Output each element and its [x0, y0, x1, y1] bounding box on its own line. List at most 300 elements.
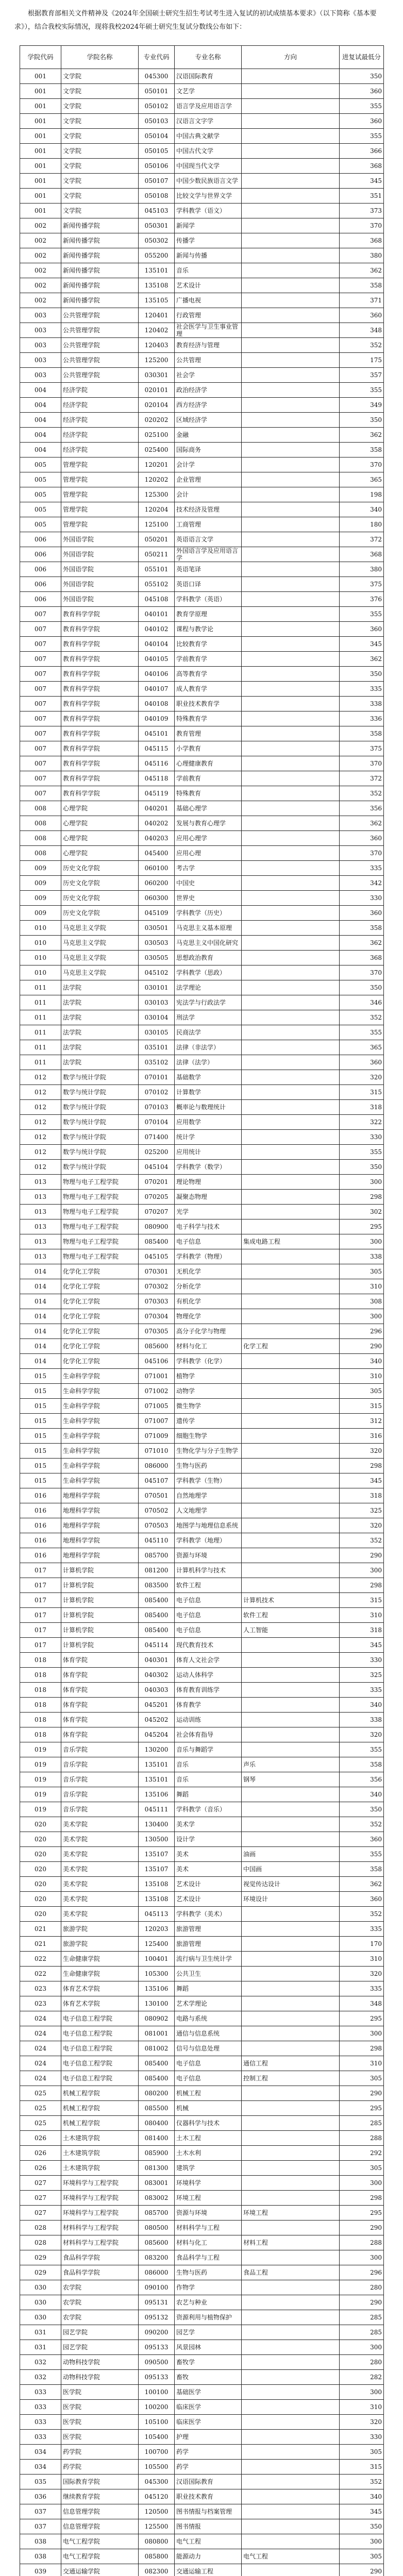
school-code-cell: 020: [20, 1877, 61, 1892]
direction-cell: 化学工程: [242, 1339, 340, 1354]
school-name-cell: 教育科学学院: [61, 771, 139, 786]
major-code-cell: 080200: [139, 2086, 175, 2101]
major-name-cell: 旅游管理: [175, 1922, 242, 1937]
school-name-cell: 农学院: [61, 2280, 139, 2295]
major-code-cell: 135108: [139, 278, 175, 293]
direction-cell: [242, 2161, 340, 2176]
major-code-cell: 035101: [139, 1040, 175, 1055]
table-row: [20, 756, 384, 771]
min-score-cell: 310: [340, 1952, 384, 1967]
school-name-cell: 美术学院: [61, 1877, 139, 1892]
major-name-cell: 比较教育学: [175, 637, 242, 652]
major-name-cell: 统计学: [175, 1130, 242, 1145]
major-name-cell: 理论物理: [175, 1175, 242, 1190]
major-name-cell: 舞蹈: [175, 1787, 242, 1802]
major-name-cell: 作物学: [175, 2280, 242, 2295]
direction-cell: [242, 218, 340, 233]
school-name-cell: 生命科学学院: [61, 1369, 139, 1384]
direction-cell: [242, 1787, 340, 1802]
major-name-cell: 植物学: [175, 1369, 242, 1384]
school-code-cell: 031: [20, 2340, 61, 2355]
major-code-cell: 100200: [139, 2400, 175, 2415]
school-code-cell: 023: [20, 1996, 61, 2011]
min-score-cell: 175: [340, 353, 384, 368]
major-name-cell: 汉语国际教育: [175, 2475, 242, 2489]
major-name-cell: 职业技术教育: [175, 2489, 242, 2504]
school-name-cell: 地理科学学院: [61, 1518, 139, 1533]
major-code-cell: 045113: [139, 1907, 175, 1922]
school-code-cell: 025: [20, 2086, 61, 2101]
min-score-cell: 355: [340, 1025, 384, 1040]
school-name-cell: 外国语学院: [61, 562, 139, 577]
major-code-cell: 070102: [139, 1085, 175, 1100]
major-name-cell: 成人教育学: [175, 682, 242, 697]
min-score-cell: 350: [340, 980, 384, 995]
major-code-cell: 135107: [139, 1862, 175, 1877]
school-name-cell: 计算机学院: [61, 1608, 139, 1623]
major-code-cell: 070502: [139, 1503, 175, 1518]
school-code-cell: 017: [20, 1578, 61, 1593]
direction-cell: [242, 2116, 340, 2131]
major-name-cell: 英语口译: [175, 577, 242, 592]
major-name-cell: 图书情报与档案管理: [175, 2504, 242, 2519]
major-name-cell: 会计: [175, 487, 242, 502]
school-name-cell: 新闻传播学院: [61, 233, 139, 248]
direction-cell: [242, 861, 340, 876]
min-score-cell: 285: [340, 2325, 384, 2340]
school-name-cell: 化学化工学院: [61, 1309, 139, 1324]
table-row: [20, 786, 384, 801]
direction-cell: 声乐: [242, 1757, 340, 1772]
min-score-cell: 300: [340, 1563, 384, 1578]
school-name-cell: 物理与电子工程学院: [61, 1219, 139, 1234]
table-row: [20, 1847, 384, 1862]
min-score-cell: 296: [340, 2265, 384, 2280]
table-row: [20, 2310, 384, 2325]
major-code-cell: 045201: [139, 1698, 175, 1713]
school-name-cell: 历史文化学院: [61, 891, 139, 906]
major-code-cell: 040107: [139, 682, 175, 697]
direction-cell: 视觉传达设计: [242, 1877, 340, 1892]
min-score-cell: 348: [340, 1996, 384, 2011]
major-code-cell: 050107: [139, 174, 175, 189]
school-code-cell: 027: [20, 2206, 61, 2221]
min-score-cell: 300: [340, 1234, 384, 1249]
min-score-cell: 338: [340, 697, 384, 711]
school-code-cell: 026: [20, 2131, 61, 2146]
school-code-cell: 006: [20, 592, 61, 607]
school-name-cell: 数学与统计学院: [61, 1085, 139, 1100]
table-row: [20, 921, 384, 936]
min-score-cell: 371: [340, 293, 384, 308]
school-name-cell: 电气工程学院: [61, 2549, 139, 2564]
direction-cell: [242, 2191, 340, 2206]
table-row: [20, 607, 384, 622]
major-code-cell: 085700: [139, 2206, 175, 2221]
school-name-cell: 体育艺术学院: [61, 1981, 139, 1996]
school-name-cell: 经济学院: [61, 398, 139, 413]
school-name-cell: 计算机学院: [61, 1578, 139, 1593]
major-name-cell: 学科教学（生物）: [175, 1473, 242, 1488]
min-score-cell: 280: [340, 2280, 384, 2295]
direction-cell: [242, 174, 340, 189]
major-code-cell: 085800: [139, 2549, 175, 2564]
major-code-cell: 020202: [139, 413, 175, 428]
direction-cell: [242, 1130, 340, 1145]
min-score-cell: 310: [340, 2056, 384, 2071]
major-name-cell: 艺术学理论: [175, 1996, 242, 2011]
school-name-cell: 教育科学学院: [61, 667, 139, 682]
school-code-cell: 033: [20, 2430, 61, 2445]
major-name-cell: 电子信息: [175, 2071, 242, 2086]
direction-cell: [242, 876, 340, 891]
school-code-cell: 026: [20, 2161, 61, 2176]
school-code-cell: 011: [20, 1055, 61, 1070]
direction-cell: 集成电路工程: [242, 1234, 340, 1249]
major-code-cell: 081002: [139, 2041, 175, 2056]
major-name-cell: 资源利用与植物保护: [175, 2310, 242, 2325]
major-code-cell: 095132: [139, 2310, 175, 2325]
school-name-cell: 生命科学学院: [61, 1414, 139, 1429]
major-code-cell: 130200: [139, 1742, 175, 1757]
direction-cell: [242, 517, 340, 532]
major-code-cell: 130400: [139, 1817, 175, 1832]
major-code-cell: 040201: [139, 801, 175, 816]
table-row: [20, 936, 384, 951]
min-score-cell: 356: [340, 1772, 384, 1787]
min-score-cell: 345: [340, 637, 384, 652]
school-code-cell: 039: [20, 2564, 61, 2576]
school-name-cell: 生命科学学院: [61, 1384, 139, 1399]
school-code-cell: 034: [20, 2445, 61, 2460]
major-name-cell: 光学: [175, 1205, 242, 1219]
direction-cell: [242, 1175, 340, 1190]
major-name-cell: 农艺与种业: [175, 2295, 242, 2310]
min-score-cell: 330: [340, 891, 384, 906]
min-score-cell: 305: [340, 1384, 384, 1399]
school-name-cell: 教育科学学院: [61, 637, 139, 652]
table-row: [20, 1877, 384, 1892]
major-code-cell: 100700: [139, 2445, 175, 2460]
school-name-cell: 美术学院: [61, 1832, 139, 1847]
table-row: [20, 353, 384, 368]
major-code-cell: 030503: [139, 936, 175, 951]
direction-cell: [242, 1488, 340, 1503]
min-score-cell: 355: [340, 1145, 384, 1160]
major-name-cell: 电子信息: [175, 1593, 242, 1608]
school-code-cell: 038: [20, 2549, 61, 2564]
min-score-cell: 290: [340, 1548, 384, 1563]
direction-cell: [242, 577, 340, 592]
major-code-cell: 070303: [139, 1294, 175, 1309]
school-name-cell: 公共管理学院: [61, 338, 139, 353]
school-name-cell: 化学化工学院: [61, 1264, 139, 1279]
table-row: [20, 1264, 384, 1279]
table-row: [20, 980, 384, 995]
major-name-cell: 材料与化工: [175, 2235, 242, 2250]
school-code-cell: 005: [20, 457, 61, 472]
major-name-cell: 学科教学（语文）: [175, 204, 242, 218]
header-cell: 学院代码: [20, 46, 61, 69]
school-name-cell: 物理与电子工程学院: [61, 1234, 139, 1249]
school-code-cell: 018: [20, 1683, 61, 1698]
direction-cell: [242, 1503, 340, 1518]
major-code-cell: 120401: [139, 308, 175, 323]
school-name-cell: 土木建筑学院: [61, 2161, 139, 2176]
min-score-cell: 352: [340, 1817, 384, 1832]
school-code-cell: 009: [20, 876, 61, 891]
school-name-cell: 公共管理学院: [61, 368, 139, 383]
school-code-cell: 003: [20, 353, 61, 368]
major-code-cell: 125500: [139, 2519, 175, 2534]
major-name-cell: 传播学: [175, 233, 242, 248]
school-code-cell: 008: [20, 846, 61, 861]
school-name-cell: 教育科学学院: [61, 682, 139, 697]
major-code-cell: 070305: [139, 1324, 175, 1339]
major-name-cell: 社会学: [175, 368, 242, 383]
school-code-cell: 004: [20, 443, 61, 457]
school-code-cell: 011: [20, 1025, 61, 1040]
school-code-cell: 031: [20, 2325, 61, 2340]
school-code-cell: 022: [20, 1952, 61, 1967]
school-code-cell: 003: [20, 323, 61, 338]
major-name-cell: 考古学: [175, 861, 242, 876]
school-code-cell: 008: [20, 801, 61, 816]
school-code-cell: 001: [20, 159, 61, 174]
min-score-cell: 322: [340, 1115, 384, 1130]
school-name-cell: 管理学院: [61, 472, 139, 487]
min-score-cell: 300: [340, 1175, 384, 1190]
table-row: [20, 2400, 384, 2415]
table-row: [20, 1593, 384, 1608]
school-name-cell: 管理学院: [61, 502, 139, 517]
table-row: [20, 1488, 384, 1503]
min-score-cell: 340: [340, 1354, 384, 1369]
school-code-cell: 005: [20, 517, 61, 532]
school-name-cell: 法学院: [61, 1010, 139, 1025]
min-score-cell: 300: [340, 1309, 384, 1324]
school-name-cell: 教育科学学院: [61, 786, 139, 801]
school-name-cell: 动物科技学院: [61, 2355, 139, 2370]
table-row: [20, 1100, 384, 1115]
school-code-cell: 020: [20, 1832, 61, 1847]
direction-cell: [242, 1907, 340, 1922]
direction-cell: [242, 2146, 340, 2161]
major-name-cell: 环境工程: [175, 2191, 242, 2206]
direction-cell: [242, 726, 340, 741]
school-name-cell: 新闻传播学院: [61, 293, 139, 308]
major-name-cell: 外国语言学及应用语言学: [175, 547, 242, 562]
school-code-cell: 008: [20, 831, 61, 846]
min-score-cell: 298: [340, 2191, 384, 2206]
table-row: [20, 906, 384, 921]
major-code-cell: 081300: [139, 2161, 175, 2176]
table-row: [20, 562, 384, 577]
school-code-cell: 019: [20, 1757, 61, 1772]
major-code-cell: 030104: [139, 1010, 175, 1025]
major-code-cell: 050302: [139, 233, 175, 248]
school-code-cell: 009: [20, 891, 61, 906]
table-row: [20, 2445, 384, 2460]
major-code-cell: 105400: [139, 2430, 175, 2445]
school-code-cell: 020: [20, 1892, 61, 1907]
major-name-cell: 中国古典文献学: [175, 129, 242, 144]
direction-cell: [242, 547, 340, 562]
min-score-cell: 295: [340, 2011, 384, 2026]
table-row: [20, 1937, 384, 1952]
table-row: [20, 2056, 384, 2071]
school-name-cell: 电气工程学院: [61, 2534, 139, 2549]
school-name-cell: 体育艺术学院: [61, 1996, 139, 2011]
major-code-cell: 035102: [139, 1055, 175, 1070]
direction-cell: [242, 1967, 340, 1981]
school-code-cell: 029: [20, 2250, 61, 2265]
table-row: [20, 697, 384, 711]
min-score-cell: 320: [340, 1444, 384, 1459]
table-row: [20, 816, 384, 831]
major-code-cell: 071002: [139, 1384, 175, 1399]
major-code-cell: 030501: [139, 921, 175, 936]
major-code-cell: 045202: [139, 1713, 175, 1727]
school-name-cell: 体育学院: [61, 1683, 139, 1698]
direction-cell: [242, 1548, 340, 1563]
direction-cell: [242, 1742, 340, 1757]
major-code-cell: 045106: [139, 1354, 175, 1369]
major-code-cell: 120204: [139, 502, 175, 517]
direction-cell: [242, 756, 340, 771]
major-name-cell: 遗传学: [175, 1414, 242, 1429]
school-code-cell: 002: [20, 233, 61, 248]
major-name-cell: 学科教学（美术）: [175, 1907, 242, 1922]
table-row: [20, 2265, 384, 2280]
direction-cell: [242, 622, 340, 637]
major-code-cell: 080800: [139, 2534, 175, 2549]
school-code-cell: 001: [20, 144, 61, 159]
major-name-cell: 电子信息: [175, 1234, 242, 1249]
major-name-cell: 通信与信息系统: [175, 2026, 242, 2041]
school-name-cell: 心理学院: [61, 816, 139, 831]
major-code-cell: 086000: [139, 2265, 175, 2280]
major-name-cell: 学科教学（物理）: [175, 1249, 242, 1264]
school-code-cell: 007: [20, 741, 61, 756]
school-code-cell: 016: [20, 1548, 61, 1563]
min-score-cell: 340: [340, 502, 384, 517]
min-score-cell: 300: [340, 2385, 384, 2400]
school-name-cell: 法学院: [61, 1025, 139, 1040]
school-code-cell: 019: [20, 1772, 61, 1787]
direction-cell: [242, 1937, 340, 1952]
school-name-cell: 数学与统计学院: [61, 1160, 139, 1175]
intro-paragraph: 根据教育部相关文件精神及《2024年全国硕士研究生招生考试考生进入复试的初试成绩基本要求》（以下简称《基本要求》），结合我校实际情况，现将我校2024年硕士研究生复试分数线公布如下：: [14, 10, 377, 31]
major-name-cell: 材料科学与工程: [175, 2221, 242, 2235]
school-code-cell: 012: [20, 1160, 61, 1175]
school-name-cell: 经济学院: [61, 383, 139, 398]
major-code-cell: 060100: [139, 861, 175, 876]
min-score-cell: 336: [340, 711, 384, 726]
table-row: [20, 428, 384, 443]
major-code-cell: 130500: [139, 1832, 175, 1847]
major-code-cell: 045104: [139, 1160, 175, 1175]
min-score-cell: 315: [340, 2460, 384, 2475]
min-score-cell: 349: [340, 398, 384, 413]
school-name-cell: 信息管理学院: [61, 2519, 139, 2534]
major-code-cell: 055102: [139, 577, 175, 592]
major-name-cell: 英语笔译: [175, 562, 242, 577]
major-code-cell: 070101: [139, 1070, 175, 1085]
school-name-cell: 园艺学院: [61, 2325, 139, 2340]
table-row: [20, 1055, 384, 1070]
school-code-cell: 007: [20, 726, 61, 741]
table-row: [20, 1473, 384, 1488]
major-name-cell: 学科教学（英语）: [175, 592, 242, 607]
major-code-cell: 030101: [139, 980, 175, 995]
major-name-cell: 学科教学（数学）: [175, 1160, 242, 1175]
school-code-cell: 014: [20, 1324, 61, 1339]
table-row: [20, 323, 384, 338]
major-name-cell: 运动训练: [175, 1713, 242, 1727]
table-body: [20, 69, 384, 2576]
direction-cell: [242, 1922, 340, 1937]
school-code-cell: 014: [20, 1264, 61, 1279]
direction-cell: [242, 1638, 340, 1653]
direction-cell: 钢琴: [242, 1772, 340, 1787]
major-name-cell: 建筑学: [175, 2161, 242, 2176]
table-row: [20, 2325, 384, 2340]
direction-cell: [242, 1384, 340, 1399]
school-code-cell: 017: [20, 1638, 61, 1653]
major-name-cell: 机械: [175, 2101, 242, 2116]
min-score-cell: 373: [340, 204, 384, 218]
table-row: [20, 2489, 384, 2504]
major-name-cell: 交通运输工程: [175, 2564, 242, 2576]
min-score-cell: 290: [340, 1339, 384, 1354]
major-name-cell: 基础数学: [175, 1070, 242, 1085]
direction-cell: [242, 532, 340, 547]
school-name-cell: 生命健康学院: [61, 1967, 139, 1981]
table-row: [20, 1742, 384, 1757]
school-name-cell: 体育学院: [61, 1713, 139, 1727]
direction-cell: [242, 1070, 340, 1085]
school-name-cell: 农学院: [61, 2295, 139, 2310]
school-code-cell: 002: [20, 218, 61, 233]
school-code-cell: 027: [20, 2191, 61, 2206]
school-name-cell: 生命科学学院: [61, 1473, 139, 1488]
min-score-cell: 305: [340, 2071, 384, 2086]
major-code-cell: 040101: [139, 607, 175, 622]
major-code-cell: 060300: [139, 891, 175, 906]
major-code-cell: 083002: [139, 2191, 175, 2206]
major-name-cell: 政治经济学: [175, 383, 242, 398]
major-code-cell: 050104: [139, 129, 175, 144]
major-name-cell: 中国现当代文学: [175, 159, 242, 174]
direction-cell: [242, 1249, 340, 1264]
major-code-cell: 130100: [139, 1996, 175, 2011]
min-score-cell: 376: [340, 592, 384, 607]
table-row: [20, 637, 384, 652]
school-name-cell: 体育学院: [61, 1653, 139, 1668]
school-name-cell: 化学化工学院: [61, 1339, 139, 1354]
direction-cell: [242, 2519, 340, 2534]
min-score-cell: 325: [340, 1503, 384, 1518]
major-name-cell: 体育人文社会学: [175, 1653, 242, 1668]
school-code-cell: 013: [20, 1219, 61, 1234]
table-row: [20, 84, 384, 99]
table-row: [20, 2430, 384, 2445]
major-name-cell: 世界史: [175, 891, 242, 906]
table-row: [20, 69, 384, 84]
school-code-cell: 007: [20, 652, 61, 667]
direction-cell: [242, 1533, 340, 1548]
